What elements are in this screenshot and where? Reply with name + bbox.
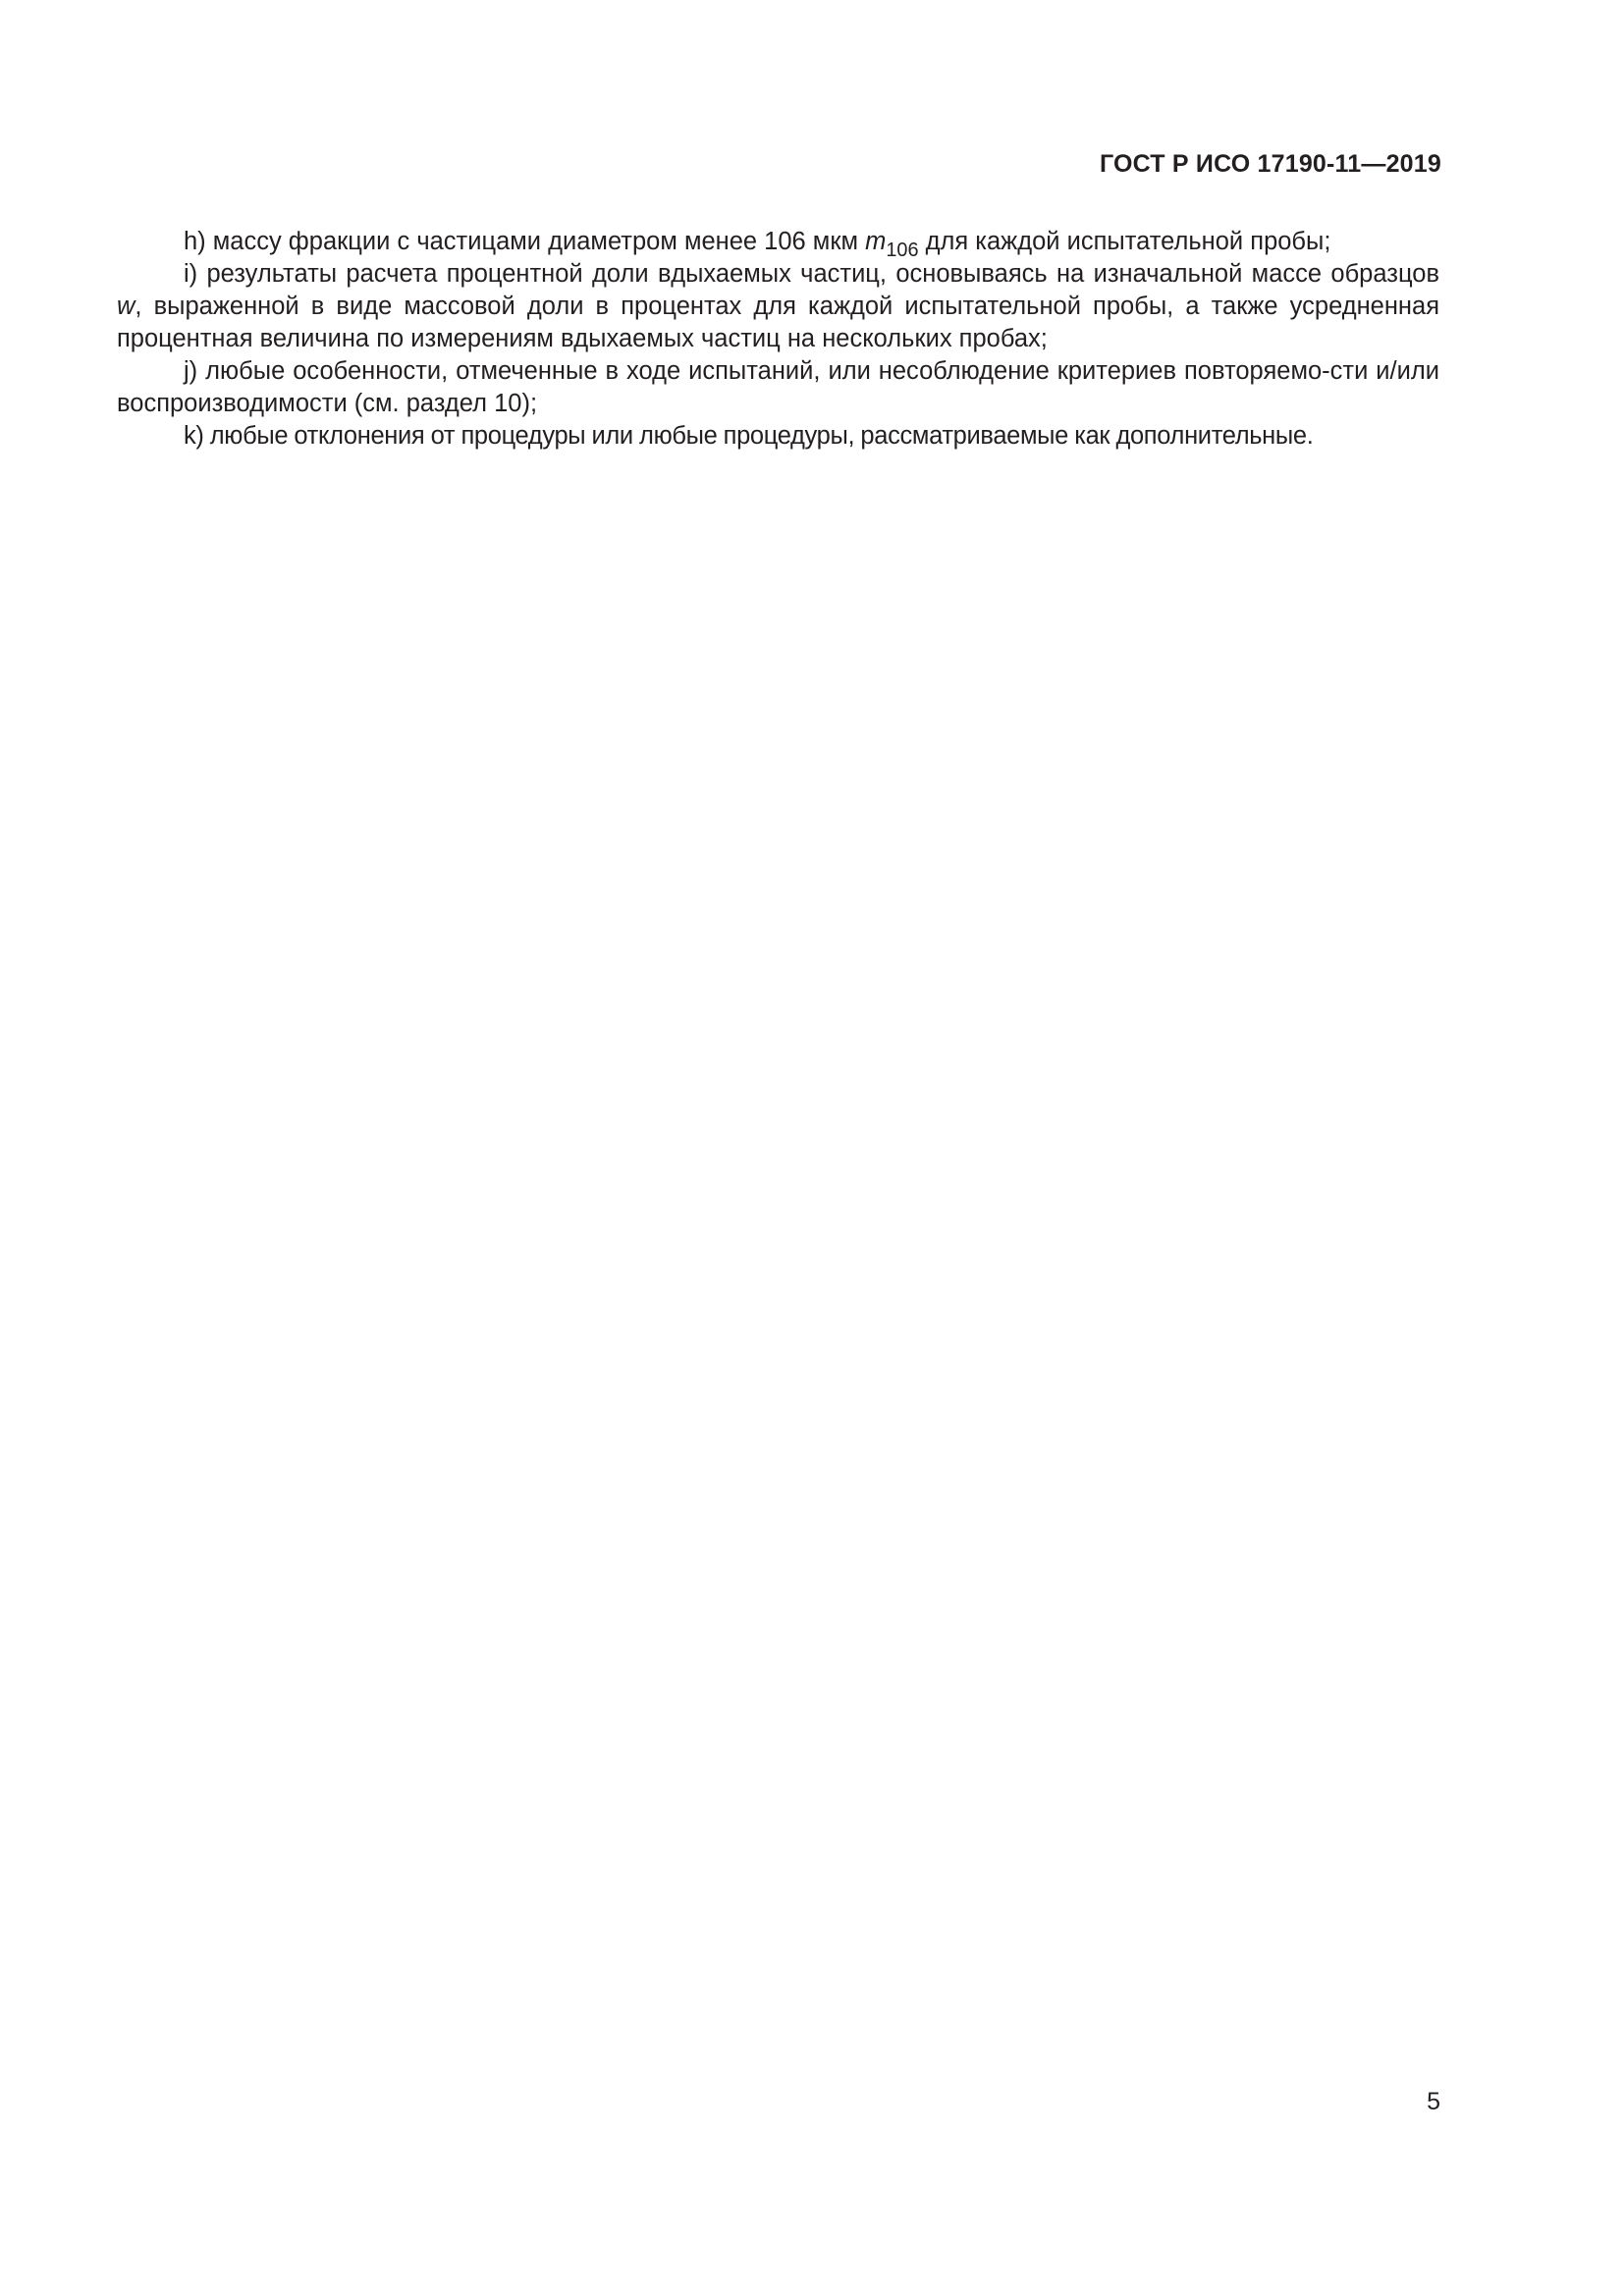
mass-variable-subscript: 106: [886, 239, 919, 261]
page-number: 5: [1427, 2088, 1440, 2115]
document-code-header: ГОСТ Р ИСО 17190-11—2019: [1099, 150, 1441, 178]
mass-fraction-symbol: w: [117, 293, 135, 320]
item-i-text-before: i) результаты расчета процентной доли вдыхаемых частиц, основываясь на изначальной массе образцов: [184, 260, 1439, 288]
item-i-text-after: , выраженной в виде массовой доли в процентах для каждой испытательной пробы, а также усредненная процентная величина по измерениям вдыхаемых частиц на нескольких пробах;: [117, 293, 1439, 352]
item-h-text-after: для каждой испытательной пробы;: [918, 228, 1331, 255]
item-h-text-before: h) массу фракции с частицами диаметром менее 106 мкм: [184, 228, 866, 255]
list-item-h: [117, 226, 1439, 261]
list-item-i: [117, 258, 1439, 355]
mass-variable-symbol: $m_{106}$: [865, 228, 919, 261]
list-item-j: j) любые особенности, отмеченные в ходе испытаний, или несоблюдение критериев повторяемо-сти и/или воспроизводимости (см. раздел 10);: [117, 357, 1439, 417]
list-item-k: k) любые отклонения от процедуры или любые процедуры, рассматриваемые как дополнительные.: [184, 422, 1314, 450]
report-items-list: [117, 226, 1439, 453]
